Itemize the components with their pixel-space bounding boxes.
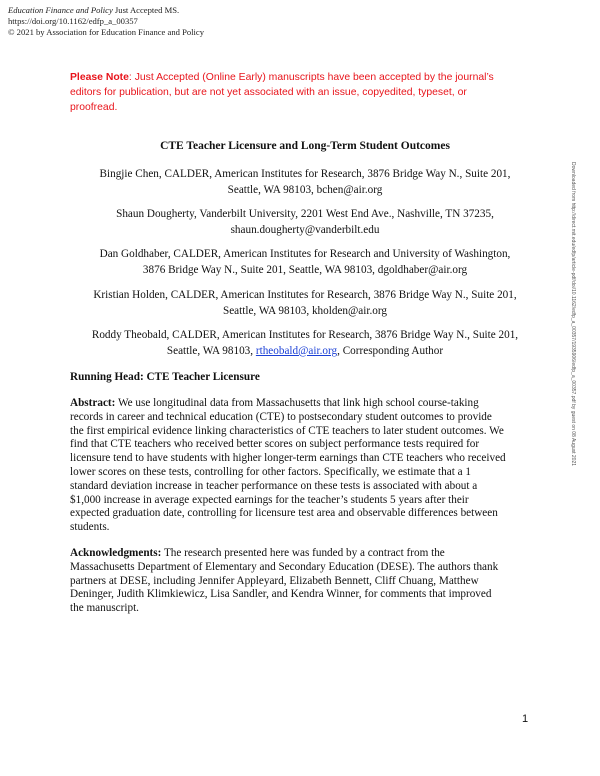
paper-title: CTE Teacher Licensure and Long-Term Student Outcomes — [160, 140, 450, 152]
author-holden: Kristian Holden, CALDER, American Institutes for Research, 3876 Bridge Way N., Suite 201, Seattle, WA 98103, kholden@air.org — [93, 289, 517, 317]
accepted-status: Just Accepted MS. — [112, 5, 180, 15]
acknowledgments-label: Acknowledgments: — [70, 547, 162, 559]
author-goldhaber: Dan Goldhaber, CALDER, American Institutes for Research and University of Washington, 3876 Bridge Way N., Suite 201, Seattle, WA 98103, dgoldhaber@air.org — [99, 248, 511, 276]
abstract: Abstract: We use longitudinal data from Massachusetts that link high school course-taking records in career and technical education (CTE) to postsecondary student outcomes to provide the first empirical evidence linking characteristics of CTE teachers to later student outcomes. We find that CTE teachers who received better scores on subject performance tests required for licensure tend to have students with higher longer-term earnings than CTE teachers who received lower scores on these tests, controlling for other factors. Specifically, we estimate that a 1 standard deviation increase in teacher performance on these tests is associated with about a $1,000 increase in average expected earnings for the teacher’s students 5 years after their expected graduation date, controlling for licensure test area and observable differences between students. — [70, 397, 506, 534]
author-theobald: Roddy Theobald, CALDER, American Institutes for Research, 3876 Bridge Way N., Suite 201, Seattle, WA 98103, rtheobald@air.org, Corresponding Author — [91, 329, 519, 357]
page-header — [8, 5, 204, 39]
download-watermark: Downloaded from http://direct.mit.edu/edfp/article-pdf/doi/10.1162/edfp_a_00357/1935906/edfp_a_00357.pdf by guest on 08 August 2021 — [570, 162, 576, 467]
note-line: Please Note: Just Accepted (Online Early) manuscripts have been accepted by the journal’s — [70, 72, 494, 83]
corresponding-email-link[interactable]: rtheobald@air.org — [255, 344, 338, 357]
doi-link[interactable]: https://doi.org/10.1162/edfp_a_00357 — [8, 16, 138, 27]
running-head: Running Head: CTE Teacher Licensure — [70, 371, 260, 383]
acknowledgments: Acknowledgments: The research presented here was funded by a contract from the Massachusetts Department of Elementary and Secondary Education (DESE). The authors thank partners at DESE, including Jennifer Appleyard, Elizabeth Bennett, Cliff Chuang, Matthew Deninger, Judith Klimkiewicz, Lisa Sandler, and Kendra Winner, for comments that improved the manuscript. — [70, 547, 499, 615]
note-line: proofread. — [70, 102, 118, 114]
page-number: 1 — [522, 713, 529, 725]
note-line: editors for publication, but are not yet associated with an issue, copyedited, typeset, or — [70, 87, 467, 99]
author-dougherty: Shaun Dougherty, Vanderbilt University, 2201 West End Ave., Nashville, TN 37235, shaun.dougherty@vanderbilt.edu — [116, 208, 494, 236]
author-chen: Bingjie Chen, CALDER, American Institutes for Research, 3876 Bridge Way N., Suite 201, Seattle, WA 98103, bchen@air.org — [99, 168, 511, 196]
note-label: Please Note — [70, 72, 129, 83]
please-note — [70, 70, 538, 116]
journal-line — [8, 5, 204, 16]
abstract-label: Abstract: — [70, 397, 116, 409]
copyright: © 2021 by Association for Education Finance and Policy — [8, 27, 205, 38]
journal-name: Education Finance and Policy — [8, 5, 113, 15]
